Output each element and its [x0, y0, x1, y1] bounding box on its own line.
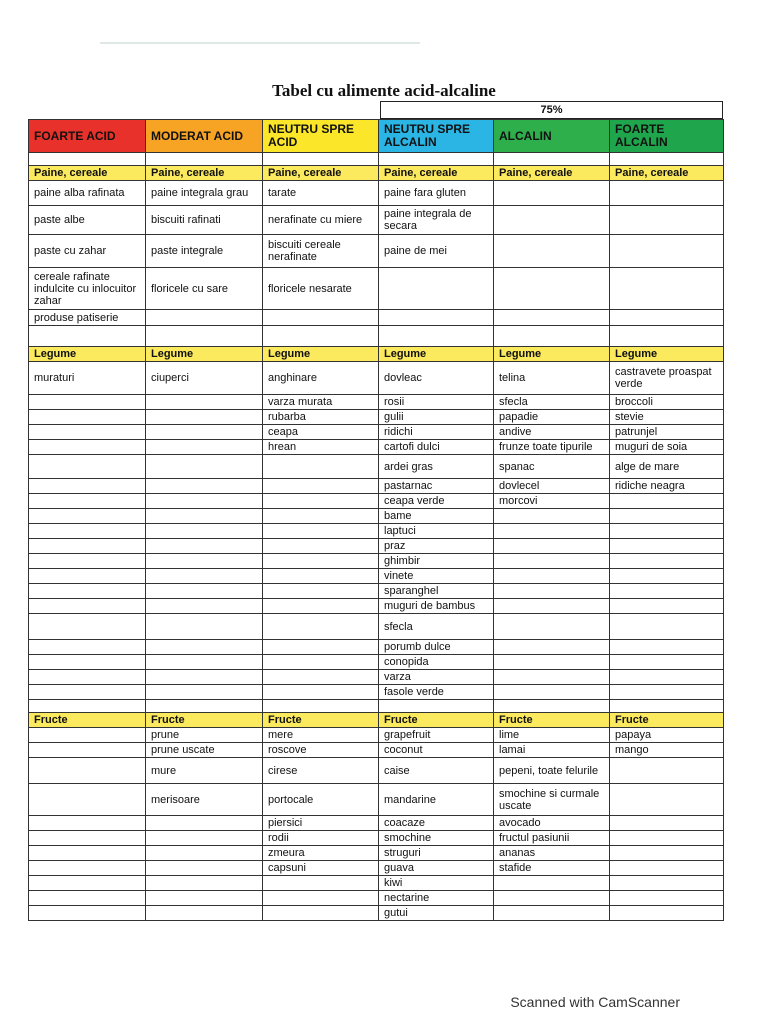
table-row — [29, 670, 724, 685]
table-cell: avocado — [494, 816, 610, 831]
table-cell: papadie — [494, 410, 610, 425]
table-cell — [494, 599, 610, 614]
table-row — [29, 235, 724, 268]
table-cell — [610, 310, 724, 326]
table-cell: prune — [146, 728, 263, 743]
table-cell — [494, 876, 610, 891]
table-cell: pepeni, toate felurile — [494, 758, 610, 784]
table-cell: grapefruit — [379, 728, 494, 743]
section-header: Paine, cereale — [29, 166, 146, 181]
table-cell — [146, 891, 263, 906]
table-cell — [29, 685, 146, 700]
table-cell — [29, 410, 146, 425]
table-cell — [29, 524, 146, 539]
table-cell: struguri — [379, 846, 494, 861]
table-cell: biscuiti rafinati — [146, 206, 263, 235]
section-header: Paine, cereale — [610, 166, 724, 181]
table-cell — [29, 455, 146, 479]
percent-label: 75% — [380, 101, 723, 119]
table-cell: zmeura — [263, 846, 379, 861]
table-cell: castravete proaspat verde — [610, 362, 724, 395]
table-cell — [494, 206, 610, 235]
table-cell — [610, 861, 724, 876]
table-cell: ananas — [494, 846, 610, 861]
spacer-row — [29, 153, 724, 166]
table-cell: muguri de bambus — [379, 599, 494, 614]
table-cell — [146, 310, 263, 326]
table-cell — [146, 876, 263, 891]
table-cell — [610, 891, 724, 906]
table-row — [29, 640, 724, 655]
table-cell — [263, 569, 379, 584]
table-cell — [146, 861, 263, 876]
table-row — [29, 425, 724, 440]
table-cell — [146, 494, 263, 509]
scanner-watermark: Scanned with CamScanner — [510, 994, 680, 1010]
column-header: FOARTE ALCALIN — [610, 120, 724, 153]
section-header: Paine, cereale — [379, 166, 494, 181]
table-cell: praz — [379, 539, 494, 554]
table-cell — [29, 614, 146, 640]
section-header-row — [29, 347, 724, 362]
food-table — [28, 119, 724, 921]
section-header: Fructe — [146, 713, 263, 728]
table-row — [29, 539, 724, 554]
table-cell — [494, 310, 610, 326]
table-cell — [29, 728, 146, 743]
table-cell: capsuni — [263, 861, 379, 876]
table-cell: prune uscate — [146, 743, 263, 758]
table-cell — [263, 479, 379, 494]
table-cell — [610, 906, 724, 921]
table-cell — [29, 440, 146, 455]
table-cell: cereale rafinate indulcite cu inlocuitor zahar — [29, 268, 146, 310]
table-cell: gutui — [379, 906, 494, 921]
table-cell — [263, 539, 379, 554]
table-row — [29, 455, 724, 479]
table-cell — [29, 584, 146, 599]
table-cell — [610, 554, 724, 569]
table-cell — [494, 181, 610, 206]
table-cell: cartofi dulci — [379, 440, 494, 455]
table-row — [29, 743, 724, 758]
table-row — [29, 310, 724, 326]
table-cell — [146, 906, 263, 921]
table-cell — [263, 524, 379, 539]
table-cell — [610, 524, 724, 539]
table-cell: ceapa — [263, 425, 379, 440]
table-cell: stevie — [610, 410, 724, 425]
table-cell: nerafinate cu miere — [263, 206, 379, 235]
table-cell: fasole verde — [379, 685, 494, 700]
section-header: Legume — [610, 347, 724, 362]
table-cell — [146, 440, 263, 455]
table-cell: varza murata — [263, 395, 379, 410]
table-cell — [263, 509, 379, 524]
table-cell — [610, 784, 724, 816]
table-cell — [29, 479, 146, 494]
table-row — [29, 479, 724, 494]
column-header: NEUTRU SPRE ACID — [263, 120, 379, 153]
table-cell — [263, 494, 379, 509]
table-row — [29, 816, 724, 831]
table-cell: portocale — [263, 784, 379, 816]
table-cell — [610, 569, 724, 584]
table-cell — [494, 891, 610, 906]
table-row — [29, 395, 724, 410]
table-cell — [494, 640, 610, 655]
table-row — [29, 554, 724, 569]
table-cell — [29, 569, 146, 584]
table-cell: sfecla — [494, 395, 610, 410]
table-cell — [263, 876, 379, 891]
table-cell: stafide — [494, 861, 610, 876]
table-cell — [263, 655, 379, 670]
table-row — [29, 655, 724, 670]
table-row — [29, 509, 724, 524]
table-cell — [29, 670, 146, 685]
table-row — [29, 494, 724, 509]
section-header: Paine, cereale — [263, 166, 379, 181]
table-cell — [494, 655, 610, 670]
table-cell — [146, 670, 263, 685]
table-cell: sparanghel — [379, 584, 494, 599]
table-cell: dovleac — [379, 362, 494, 395]
table-row — [29, 440, 724, 455]
table-cell: roscove — [263, 743, 379, 758]
section-header: Fructe — [610, 713, 724, 728]
table-cell: gulii — [379, 410, 494, 425]
table-row — [29, 268, 724, 310]
table-cell: kiwi — [379, 876, 494, 891]
table-cell: ridichi — [379, 425, 494, 440]
table-cell — [610, 831, 724, 846]
table-cell — [29, 906, 146, 921]
table-row — [29, 758, 724, 784]
table-cell — [494, 539, 610, 554]
table-cell: paste integrale — [146, 235, 263, 268]
table-cell: paine de mei — [379, 235, 494, 268]
table-cell — [610, 876, 724, 891]
table-row — [29, 906, 724, 921]
table-cell: paste albe — [29, 206, 146, 235]
table-row — [29, 410, 724, 425]
table-cell: mango — [610, 743, 724, 758]
table-cell — [146, 539, 263, 554]
table-cell: andive — [494, 425, 610, 440]
table-cell — [610, 539, 724, 554]
table-cell: ardei gras — [379, 455, 494, 479]
table-cell: porumb dulce — [379, 640, 494, 655]
table-cell: fructul pasiunii — [494, 831, 610, 846]
table-cell: patrunjel — [610, 425, 724, 440]
spacer-row — [29, 326, 724, 347]
section-header: Legume — [379, 347, 494, 362]
table-cell: laptuci — [379, 524, 494, 539]
section-header: Fructe — [494, 713, 610, 728]
table-cell — [494, 509, 610, 524]
table-cell: paste cu zahar — [29, 235, 146, 268]
table-cell: dovlecel — [494, 479, 610, 494]
table-cell — [494, 906, 610, 921]
table-cell — [146, 655, 263, 670]
table-cell — [494, 569, 610, 584]
table-cell — [146, 395, 263, 410]
table-cell: hrean — [263, 440, 379, 455]
table-cell: alge de mare — [610, 455, 724, 479]
table-cell: frunze toate tipurile — [494, 440, 610, 455]
table-cell — [610, 640, 724, 655]
table-cell: rubarba — [263, 410, 379, 425]
table-cell — [263, 614, 379, 640]
table-cell — [379, 310, 494, 326]
table-cell: broccoli — [610, 395, 724, 410]
table-cell: nectarine — [379, 891, 494, 906]
table-cell — [146, 614, 263, 640]
table-cell — [146, 509, 263, 524]
table-cell — [146, 554, 263, 569]
table-cell — [494, 670, 610, 685]
table-cell — [146, 425, 263, 440]
table-row — [29, 599, 724, 614]
table-cell: sfecla — [379, 614, 494, 640]
table-cell: floricele nesarate — [263, 268, 379, 310]
table-cell: coconut — [379, 743, 494, 758]
section-header: Legume — [494, 347, 610, 362]
table-cell — [610, 846, 724, 861]
table-row — [29, 846, 724, 861]
section-header: Paine, cereale — [146, 166, 263, 181]
table-cell — [610, 509, 724, 524]
table-cell: spanac — [494, 455, 610, 479]
table-row — [29, 876, 724, 891]
section-header: Paine, cereale — [494, 166, 610, 181]
table-cell — [29, 861, 146, 876]
table-cell: mandarine — [379, 784, 494, 816]
table-cell — [263, 554, 379, 569]
table-cell — [263, 891, 379, 906]
table-cell: rosii — [379, 395, 494, 410]
table-cell — [29, 876, 146, 891]
table-row — [29, 891, 724, 906]
table-row — [29, 861, 724, 876]
table-cell: lime — [494, 728, 610, 743]
table-cell: piersici — [263, 816, 379, 831]
table-cell — [29, 395, 146, 410]
table-cell: coacaze — [379, 816, 494, 831]
column-header: NEUTRU SPRE ALCALIN — [379, 120, 494, 153]
table-cell — [146, 599, 263, 614]
table-cell — [494, 554, 610, 569]
table-cell — [29, 891, 146, 906]
table-cell: produse patiserie — [29, 310, 146, 326]
table-cell — [29, 831, 146, 846]
table-cell: ciuperci — [146, 362, 263, 395]
table-cell — [610, 816, 724, 831]
table-cell — [146, 569, 263, 584]
table-cell — [29, 509, 146, 524]
table-row — [29, 584, 724, 599]
table-cell — [29, 784, 146, 816]
table-cell — [263, 906, 379, 921]
table-cell — [29, 743, 146, 758]
table-cell: ridiche neagra — [610, 479, 724, 494]
table-cell: morcovi — [494, 494, 610, 509]
table-cell: merisoare — [146, 784, 263, 816]
section-header: Legume — [29, 347, 146, 362]
table-cell — [610, 268, 724, 310]
table-cell — [610, 584, 724, 599]
table-cell: mere — [263, 728, 379, 743]
section-header-row — [29, 713, 724, 728]
table-cell — [494, 685, 610, 700]
table-cell: mure — [146, 758, 263, 784]
table-cell: telina — [494, 362, 610, 395]
table-row — [29, 831, 724, 846]
table-row — [29, 728, 724, 743]
table-cell: vinete — [379, 569, 494, 584]
table-cell — [29, 655, 146, 670]
table-cell — [146, 524, 263, 539]
table-cell — [494, 268, 610, 310]
table-cell — [610, 670, 724, 685]
table-cell — [29, 846, 146, 861]
table-cell: muraturi — [29, 362, 146, 395]
section-header: Legume — [263, 347, 379, 362]
table-cell — [610, 206, 724, 235]
table-cell: varza — [379, 670, 494, 685]
table-cell: lamai — [494, 743, 610, 758]
table-cell — [263, 584, 379, 599]
table-cell — [146, 479, 263, 494]
table-cell: pastarnac — [379, 479, 494, 494]
table-cell — [29, 494, 146, 509]
table-cell — [146, 584, 263, 599]
table-cell — [610, 599, 724, 614]
table-row — [29, 362, 724, 395]
table-cell: floricele cu sare — [146, 268, 263, 310]
table-cell: smochine — [379, 831, 494, 846]
table-cell — [610, 235, 724, 268]
table-cell: smochine si curmale uscate — [494, 784, 610, 816]
table-cell — [146, 816, 263, 831]
column-header: MODERAT ACID — [146, 120, 263, 153]
section-header: Legume — [146, 347, 263, 362]
table-cell: rodii — [263, 831, 379, 846]
table-cell — [146, 846, 263, 861]
table-cell: paine integrala de secara — [379, 206, 494, 235]
table-cell — [146, 455, 263, 479]
table-cell — [29, 816, 146, 831]
spacer-row — [29, 700, 724, 713]
table-cell — [263, 685, 379, 700]
scan-artifact-line — [100, 42, 420, 44]
table-row — [29, 206, 724, 235]
table-cell: tarate — [263, 181, 379, 206]
section-header-row — [29, 166, 724, 181]
page-title: Tabel cu alimente acid-alcaline — [272, 81, 496, 100]
column-header: ALCALIN — [494, 120, 610, 153]
table-cell: anghinare — [263, 362, 379, 395]
table-cell: bame — [379, 509, 494, 524]
table-cell — [29, 425, 146, 440]
table-cell: muguri de soia — [610, 440, 724, 455]
table-row — [29, 524, 724, 539]
table-cell: conopida — [379, 655, 494, 670]
table-row — [29, 784, 724, 816]
table-cell — [263, 640, 379, 655]
table-cell — [494, 235, 610, 268]
column-header-row — [29, 120, 724, 153]
table-cell — [146, 685, 263, 700]
table-cell — [494, 584, 610, 599]
table-cell: ceapa verde — [379, 494, 494, 509]
table-cell — [263, 455, 379, 479]
table-cell: ghimbir — [379, 554, 494, 569]
table-cell: biscuiti cereale nerafinate — [263, 235, 379, 268]
table-cell: paine fara gluten — [379, 181, 494, 206]
table-cell — [610, 685, 724, 700]
table-cell — [263, 670, 379, 685]
table-cell — [610, 181, 724, 206]
table-cell — [610, 758, 724, 784]
table-row — [29, 569, 724, 584]
table-cell — [610, 494, 724, 509]
section-header: Fructe — [379, 713, 494, 728]
table-row — [29, 685, 724, 700]
table-row — [29, 181, 724, 206]
table-cell — [263, 310, 379, 326]
food-table-body — [29, 120, 724, 921]
table-cell — [263, 599, 379, 614]
table-row — [29, 614, 724, 640]
section-header: Fructe — [263, 713, 379, 728]
table-cell: paine integrala grau — [146, 181, 263, 206]
table-cell — [146, 831, 263, 846]
table-cell: paine alba rafinata — [29, 181, 146, 206]
table-cell — [146, 640, 263, 655]
table-cell — [379, 268, 494, 310]
section-header: Fructe — [29, 713, 146, 728]
table-cell — [29, 599, 146, 614]
table-cell — [610, 655, 724, 670]
table-cell: cirese — [263, 758, 379, 784]
table-cell — [29, 758, 146, 784]
table-cell — [29, 554, 146, 569]
table-cell: papaya — [610, 728, 724, 743]
table-cell: caise — [379, 758, 494, 784]
table-cell — [29, 640, 146, 655]
table-cell — [494, 524, 610, 539]
column-header: FOARTE ACID — [29, 120, 146, 153]
table-cell — [494, 614, 610, 640]
table-cell — [610, 614, 724, 640]
table-cell — [146, 410, 263, 425]
table-cell — [29, 539, 146, 554]
table-cell: guava — [379, 861, 494, 876]
